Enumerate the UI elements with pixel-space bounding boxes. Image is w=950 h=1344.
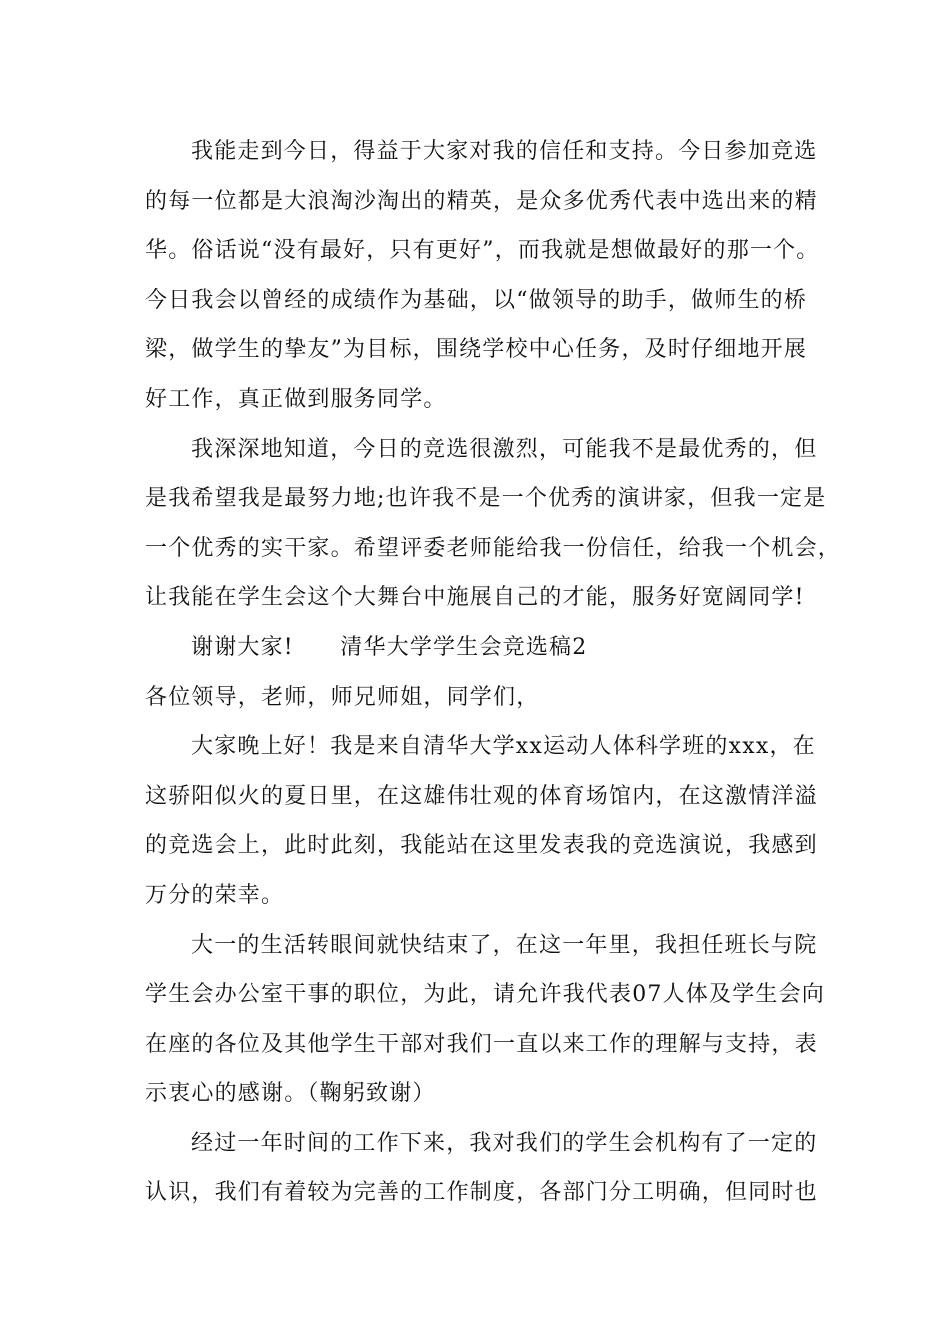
text-line: 大一的生活转眼间就快结束了，在这一年里，我担任班长与院: [191, 932, 818, 958]
text-line: 各位领导，老师，师兄师姐，同学们，: [145, 684, 540, 710]
text-line: 的竞选会上，此时此刻，我能站在这里发表我的竞选演说，我感到: [145, 833, 818, 859]
document-body: [145, 127, 842, 1218]
text-line: 我能走到今日，得益于大家对我的信任和支持。今日参加竞选: [191, 139, 818, 164]
text-line: 大家晚上好！我是来自清华大学xx运动人体科学班的xxx，在: [191, 734, 816, 760]
text-line: 好工作，真正做到服务同学。: [145, 386, 447, 412]
text-line: 学生会办公室干事的职位，为此，请允许我代表07人体及学生会向: [145, 982, 825, 1008]
text-line: 梁，做学生的挚友”为目标，围绕学校中心任务，及时仔细地开展: [145, 337, 808, 363]
text-line: 谢谢大家! 清华大学学生会竞选稿2: [191, 634, 588, 660]
text-line: 是我希望我是最努力地;也许我不是一个优秀的演讲家，但我一定是: [145, 486, 827, 512]
text-line: 万分的荣幸。: [145, 882, 285, 908]
text-line: 示衷心的感谢。（鞠躬致谢）: [145, 1081, 436, 1107]
text-line: 一个优秀的实干家。希望评委老师能给我一份信任，给我一个机会，: [145, 535, 842, 561]
text-line: 我深深地知道，今日的竞选很激烈，可能我不是最优秀的，但: [191, 436, 818, 462]
text-line: 让我能在学生会这个大舞台中施展自己的才能，服务好宽阔同学!: [145, 585, 805, 611]
text-line: 认识，我们有着较为完善的工作制度，各部门分工明确，但同时也: [145, 1180, 818, 1206]
text-line: 华。俗话说“没有最好，只有更好”，而我就是想做最好的那一个。: [145, 238, 820, 264]
text-line: 在座的各位及其他学生干部对我们一直以来工作的理解与支持，表: [145, 1031, 818, 1057]
text-line: 这骄阳似火的夏日里，在这雄伟壮观的体育场馆内，在这激情洋溢: [145, 783, 818, 809]
text-line: 今日我会以曾经的成绩作为基础，以“做领导的助手，做师生的桥: [145, 287, 808, 313]
text-line: 经过一年时间的工作下来，我对我们的学生会机构有了一定的: [191, 1130, 818, 1156]
text-line: 的每一位都是大浪淘沙淘出的精英，是众多优秀代表中选出来的精: [145, 188, 818, 214]
